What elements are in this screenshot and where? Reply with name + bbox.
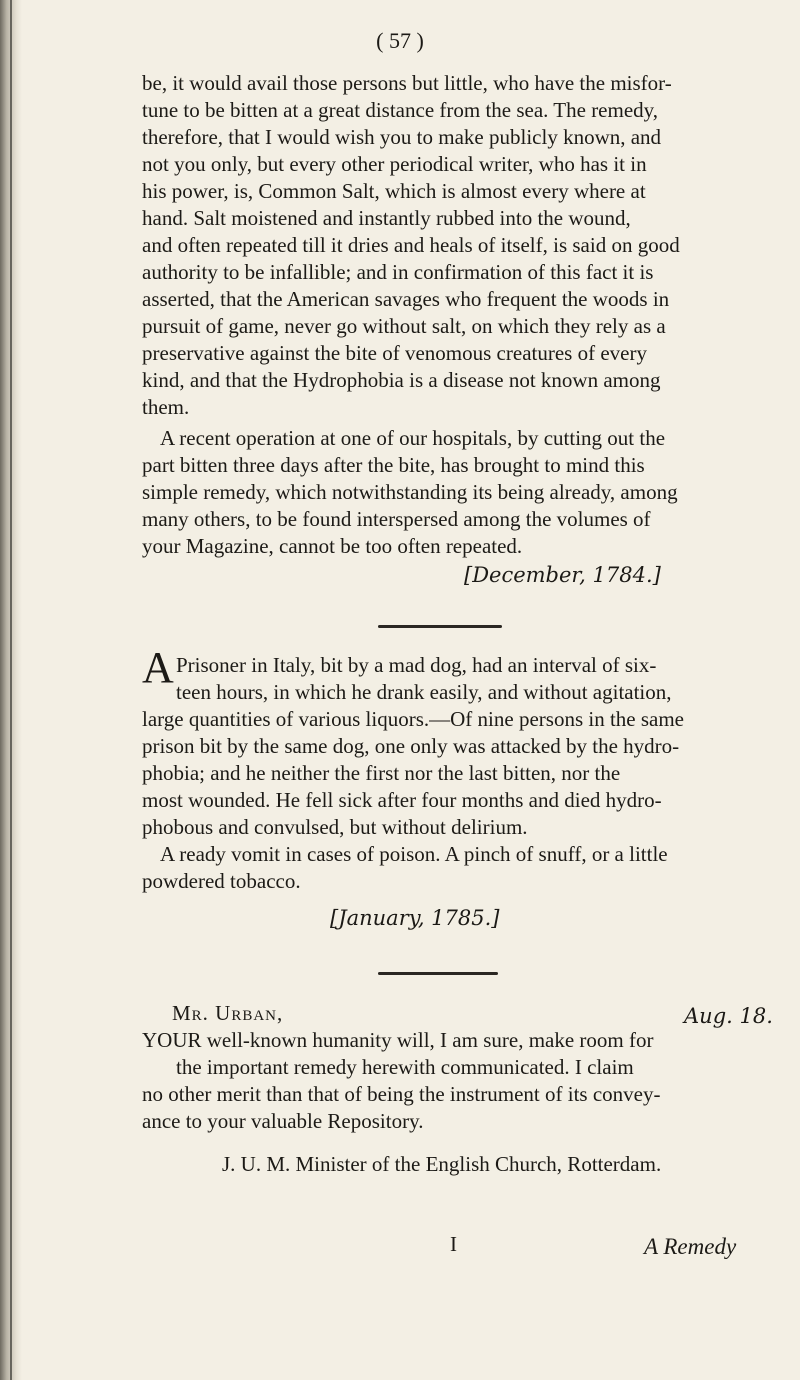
dateline: Aug. 18. <box>684 1004 773 1028</box>
text-line: your Magazine, cannot be too often repeated. <box>142 534 523 558</box>
section-divider <box>378 972 498 975</box>
text-line: his power, is, Common Salt, which is almost every where at <box>142 179 646 203</box>
date-january-1785: [January, 1785.] <box>330 906 500 930</box>
text-line: powdered tobacco. <box>142 869 301 893</box>
text-line: A recent operation at one of our hospitals, by cutting out the <box>160 426 666 450</box>
text-line: authority to be infallible; and in confirmation of this fact it is <box>142 260 654 284</box>
text-line: many others, to be found interspersed among the volumes of <box>142 507 651 531</box>
text-line: prison bit by the same dog, one only was attacked by the hydro- <box>142 734 680 758</box>
text-line: large quantities of various liquors.—Of nine persons in the same <box>142 707 685 731</box>
text-line: A ready vomit in cases of poison. A pinch of snuff, or a little <box>160 842 668 866</box>
text-line: teen hours, in which he drank easily, and without agitation, <box>176 680 672 704</box>
text-line: simple remedy, which notwithstanding its being already, among <box>142 480 678 504</box>
page-number: ( 57 ) <box>376 28 424 53</box>
text-line: ance to your valuable Repository. <box>142 1109 424 1133</box>
text-line: pursuit of game, never go without salt, on which they rely as a <box>142 314 666 338</box>
text-line: preservative against the bite of venomous creatures of every <box>142 341 647 365</box>
text-line: YOUR well-known humanity will, I am sure, make room for <box>142 1028 654 1052</box>
text-line: and often repeated till it dries and heals of itself, is said on good <box>142 233 680 257</box>
catchword: A Remedy <box>644 1234 737 1259</box>
text-line: therefore, that I would wish you to make publicly known, and <box>142 125 662 149</box>
text-line: phobous and convulsed, but without delirium. <box>142 815 528 839</box>
drop-capital: A <box>142 643 174 692</box>
text-line: part bitten three days after the bite, has brought to mind this <box>142 453 645 477</box>
text-line: hand. Salt moistened and instantly rubbed into the wound, <box>142 206 631 230</box>
text-line: Prisoner in Italy, bit by a mad dog, had an interval of six- <box>176 653 657 677</box>
date-december-1784: [December, 1784.] <box>464 563 661 587</box>
salutation: Mr. Urban, <box>172 1001 284 1025</box>
text-line: them. <box>142 395 190 419</box>
text-line: asserted, that the American savages who frequent the woods in <box>142 287 670 311</box>
text-line: phobia; and he neither the first nor the last bitten, nor the <box>142 761 621 785</box>
text-line: no other merit than that of being the instrument of its convey- <box>142 1082 661 1106</box>
catchword-number: I <box>450 1232 457 1256</box>
signature: J. U. M. Minister of the English Church, Rotterdam. <box>222 1152 662 1176</box>
text-line: tune to be bitten at a great distance from the sea. The remedy, <box>142 98 659 122</box>
text-line: most wounded. He fell sick after four months and died hydro- <box>142 788 662 812</box>
text-line: the important remedy herewith communicated. I claim <box>176 1055 634 1079</box>
text-line: not you only, but every other periodical writer, who has it in <box>142 152 647 176</box>
text-line: kind, and that the Hydrophobia is a disease not known among <box>142 368 661 392</box>
text-line: be, it would avail those persons but little, who have the misfor- <box>142 71 672 95</box>
section-divider <box>378 625 502 628</box>
